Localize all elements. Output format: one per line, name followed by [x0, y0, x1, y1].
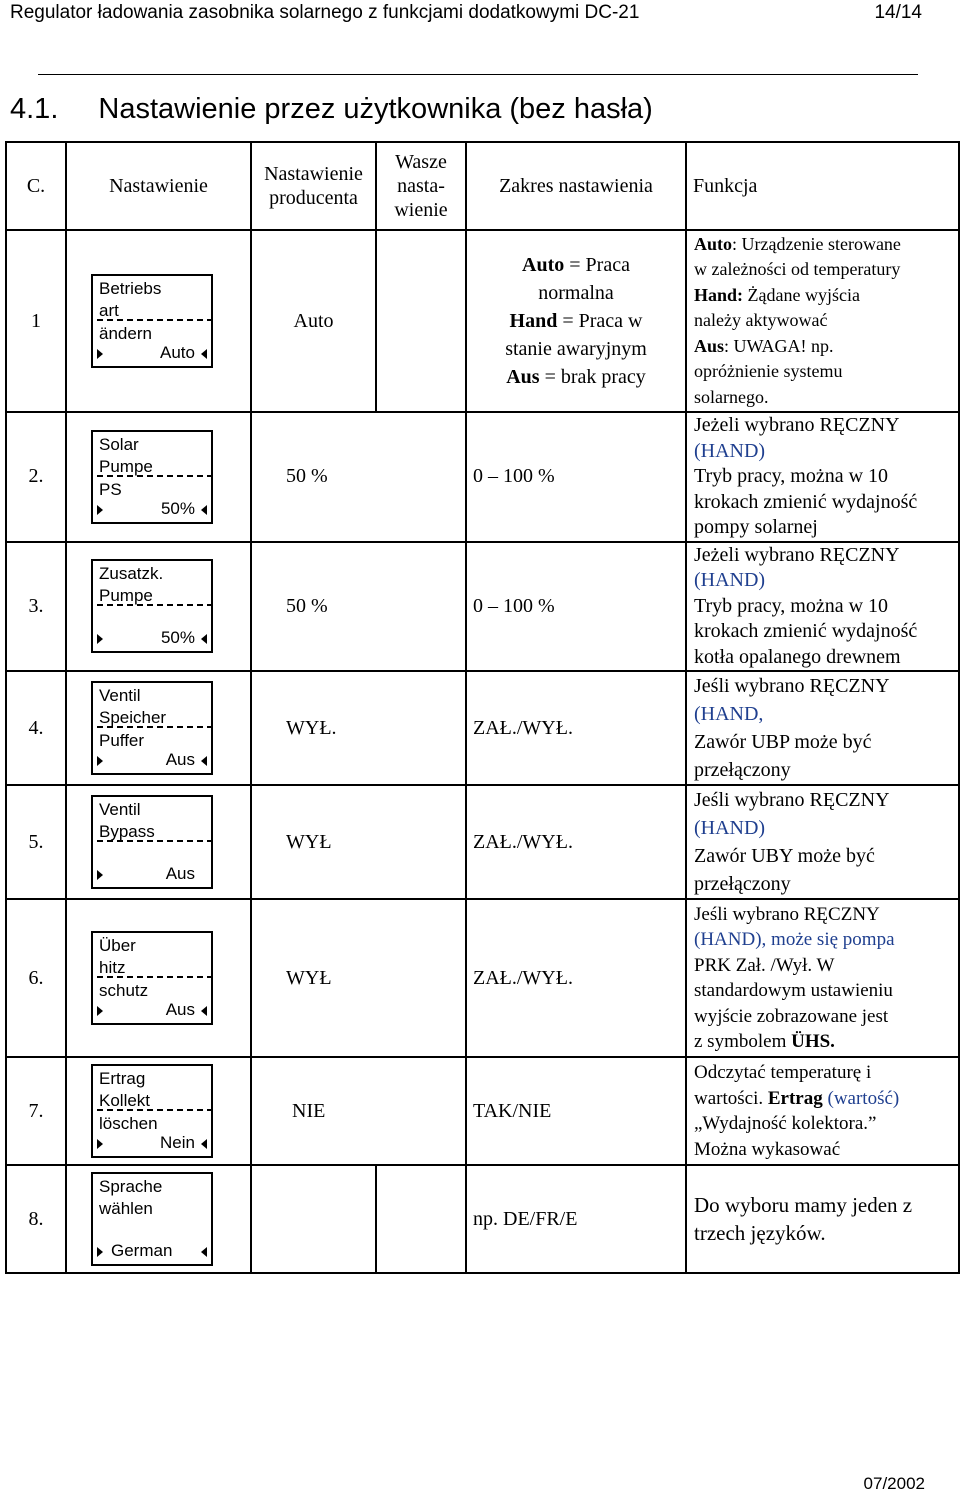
- row-number: 6.: [6, 899, 66, 1057]
- func-text: Tryb pracy, można w 10: [694, 465, 889, 487]
- footer-date: 07/2002: [863, 1474, 925, 1493]
- function-description: [686, 1165, 959, 1273]
- row-number: 3.: [6, 542, 66, 672]
- display-line: Pumpe: [99, 586, 153, 606]
- func-text: Jeśli wybrano RĘCZNY: [694, 675, 890, 697]
- table-row: [6, 1165, 959, 1273]
- func-text: Odczytać temperaturę i: [694, 1062, 872, 1083]
- page-number: 14/14: [874, 2, 922, 23]
- arrow-left-icon: [201, 756, 207, 766]
- func-text: wyjście zobrazowane jest: [694, 1005, 889, 1027]
- lcd-display: [91, 1064, 213, 1158]
- range-value: np. DE/FR/E: [466, 1165, 686, 1273]
- display-line: PS: [99, 479, 122, 499]
- range-term: Aus: [506, 366, 540, 388]
- display-value: Aus: [165, 864, 195, 883]
- func-text: Można wykasować: [694, 1138, 841, 1160]
- func-text: Zawór UBY może być: [694, 845, 875, 867]
- header-factory-setting: [251, 142, 376, 230]
- display-cell: [66, 1165, 251, 1273]
- func-text: standardowym ustawieniu: [694, 980, 893, 1001]
- func-text: (HAND): [694, 569, 766, 591]
- range-value: ZAŁ./WYŁ.: [466, 785, 686, 899]
- display-cell: [66, 671, 251, 785]
- display-divider: [97, 319, 213, 321]
- display-value: Aus: [165, 750, 195, 769]
- factory-value: WYŁ: [251, 785, 466, 899]
- range-term: Hand: [509, 310, 558, 332]
- display-cell: [66, 412, 251, 542]
- display-divider: [97, 726, 213, 728]
- row-number: 7.: [6, 1057, 66, 1165]
- function-description: [686, 1057, 959, 1165]
- display-line: löschen: [99, 1114, 158, 1133]
- row-number: 4.: [6, 671, 66, 785]
- lcd-display: [91, 559, 213, 653]
- func-text: w zależności od temperatury: [694, 259, 901, 280]
- func-term: Auto: [694, 233, 733, 254]
- func-text: (HAND): [694, 817, 766, 839]
- display-line: Ventil: [99, 686, 141, 705]
- range-text: normalna: [538, 282, 614, 304]
- display-line: Ertrag: [99, 1069, 146, 1088]
- lcd-display: [91, 681, 213, 775]
- arrow-right-icon: [97, 756, 103, 766]
- range-value: ZAŁ./WYŁ.: [466, 899, 686, 1057]
- func-term: Hand:: [694, 284, 744, 305]
- display-value: 50%: [160, 628, 195, 648]
- section-title: Nastawienie przez użytkownika (bez hasła): [98, 93, 653, 125]
- display-line: Betriebs: [99, 279, 162, 298]
- arrow-left-icon: [201, 634, 207, 644]
- your-value: [376, 230, 466, 412]
- lcd-display: [91, 1172, 213, 1266]
- display-value: German: [111, 1241, 173, 1260]
- header-rule: [38, 74, 918, 75]
- header-setting: Nastawienie: [66, 142, 251, 230]
- display-value: Aus: [165, 1000, 195, 1019]
- func-text: : Urządzenie sterowane: [732, 233, 901, 254]
- func-text: : UWAGA! np.: [724, 335, 834, 356]
- func-text: Jeśli wybrano RĘCZNY: [694, 789, 890, 811]
- func-text: (HAND), może się pompa: [694, 929, 895, 950]
- range-text: = Praca: [564, 254, 630, 276]
- display-line: hitz: [99, 958, 126, 977]
- arrow-right-icon: [97, 1006, 103, 1016]
- lcd-display: [91, 931, 213, 1025]
- display-line: Solar: [99, 434, 139, 454]
- factory-value: Auto: [251, 230, 376, 412]
- header-factory-line-2: producenta: [269, 187, 358, 209]
- func-text: Zawór UBP może być: [694, 731, 872, 753]
- header-yours-line-2: nasta-: [397, 175, 445, 197]
- display-divider: [97, 604, 213, 606]
- display-line: Über: [99, 936, 136, 955]
- display-line: Zusatzk.: [99, 564, 164, 584]
- row-number: 8.: [6, 1165, 66, 1273]
- function-description: [686, 671, 959, 785]
- header-your-setting: [376, 142, 466, 230]
- arrow-left-icon: [201, 1247, 207, 1257]
- func-text: należy aktywować: [694, 310, 828, 331]
- arrow-right-icon: [97, 870, 103, 880]
- header-range: Zakres nastawienia: [466, 142, 686, 230]
- display-cell: [66, 899, 251, 1057]
- document-header-title: Regulator ładowania zasobnika solarnego z funkcjami dodatkowymi DC-21: [10, 2, 640, 23]
- header-yours-line-1: Wasze: [395, 151, 447, 173]
- factory-value: WYŁ.: [251, 671, 466, 785]
- display-line: Pumpe: [99, 456, 153, 476]
- display-line: Puffer: [99, 731, 145, 750]
- table-row: [6, 1057, 959, 1165]
- display-line: wählen: [99, 1199, 153, 1218]
- func-text: krokach zmienić wydajność: [694, 620, 918, 642]
- row-number: 1: [6, 230, 66, 412]
- row-number: 5.: [6, 785, 66, 899]
- header-number: C.: [6, 142, 66, 230]
- table-row: [6, 230, 959, 412]
- range-value: TAK/NIE: [466, 1057, 686, 1165]
- display-value: Nein: [160, 1133, 195, 1152]
- func-text: przełączony: [694, 873, 791, 895]
- arrow-right-icon: [97, 634, 103, 644]
- func-text: Do wyboru mamy jeden z: [694, 1193, 913, 1217]
- arrow-left-icon: [201, 505, 207, 515]
- arrow-left-icon: [201, 349, 207, 359]
- display-cell: [66, 230, 251, 412]
- factory-value: 50 %: [251, 412, 466, 542]
- factory-value: [251, 1165, 376, 1273]
- lcd-display: [91, 274, 213, 368]
- display-divider: [97, 976, 213, 978]
- header-factory-line-1: Nastawienie: [264, 163, 363, 185]
- display-line: ändern: [99, 324, 152, 343]
- func-text: (HAND): [694, 439, 766, 462]
- table-row: [6, 899, 959, 1057]
- func-text: (HAND,: [694, 703, 764, 725]
- display-divider: [97, 475, 213, 477]
- func-text: Jeżeli wybrano RĘCZNY: [694, 414, 900, 436]
- func-text: wartości.: [694, 1087, 768, 1109]
- range-text: = Praca w: [557, 310, 643, 332]
- range-value: ZAŁ./WYŁ.: [466, 671, 686, 785]
- display-cell: [66, 542, 251, 672]
- section-heading: [10, 93, 653, 126]
- func-text: krokach zmienić wydajność: [694, 490, 918, 513]
- func-text: Tryb pracy, można w 10: [694, 594, 889, 617]
- func-text: przełączony: [694, 759, 791, 781]
- factory-value: NIE: [251, 1057, 466, 1165]
- func-term: ÜHS.: [791, 1031, 835, 1052]
- factory-value: WYŁ: [251, 899, 466, 1057]
- function-description: [686, 785, 959, 899]
- header-yours-line-3: wienie: [394, 199, 448, 221]
- lcd-display: [91, 795, 213, 889]
- func-text: „Wydajność kolektora.”: [694, 1113, 877, 1134]
- range-value: [466, 230, 686, 412]
- func-text: solarnego.: [694, 386, 769, 407]
- display-value: 50%: [160, 498, 195, 518]
- func-text: kotła opalanego drewnem: [694, 645, 901, 668]
- display-line: Bypass: [99, 822, 155, 841]
- function-description: [686, 899, 959, 1057]
- func-text: PRK Zał. /Wył. W: [694, 954, 835, 976]
- func-text: opróżnienie systemu: [694, 361, 843, 382]
- table-row: [6, 785, 959, 899]
- func-text: z symbolem: [694, 1031, 792, 1052]
- header-function: Funkcja: [686, 142, 959, 230]
- arrow-left-icon: [201, 1006, 207, 1016]
- table-row: [6, 542, 959, 672]
- func-text: Jeżeli wybrano RĘCZNY: [694, 543, 900, 566]
- display-line: Speicher: [99, 708, 167, 727]
- func-text: trzech języków.: [694, 1221, 826, 1245]
- func-text: (wartość): [822, 1087, 900, 1109]
- display-line: art: [99, 301, 119, 320]
- range-text: = brak pracy: [539, 366, 646, 388]
- arrow-left-icon: [201, 1139, 207, 1149]
- arrow-right-icon: [97, 1139, 103, 1149]
- range-text: stanie awaryjnym: [505, 338, 647, 360]
- row-number: 2.: [6, 412, 66, 542]
- table-row: [6, 671, 959, 785]
- func-text: pompy solarnej: [694, 516, 818, 538]
- display-divider: [97, 840, 213, 842]
- func-text: Żądane wyjścia: [743, 284, 860, 305]
- range-value: 0 – 100 %: [466, 542, 686, 672]
- display-cell: [66, 785, 251, 899]
- function-description: [686, 412, 959, 542]
- display-line: Sprache: [99, 1177, 163, 1196]
- factory-value: 50 %: [251, 542, 466, 672]
- lcd-display: [91, 430, 213, 524]
- settings-table: [5, 141, 960, 1274]
- display-line: Kollekt: [99, 1091, 151, 1110]
- func-text: Jeśli wybrano RĘCZNY: [694, 903, 880, 925]
- table-header-row: [6, 142, 959, 230]
- your-value: [376, 1165, 466, 1273]
- section-number: 4.1.: [10, 93, 59, 125]
- arrow-right-icon: [97, 505, 103, 515]
- func-term: Ertrag: [767, 1087, 823, 1109]
- arrow-right-icon: [97, 349, 103, 359]
- table-row: [6, 412, 959, 542]
- display-line: schutz: [99, 981, 149, 1000]
- display-cell: [66, 1057, 251, 1165]
- range-term: Auto: [522, 254, 565, 276]
- display-divider: [97, 1109, 213, 1111]
- function-description: [686, 542, 959, 672]
- func-term: Aus: [694, 335, 725, 356]
- display-line: Ventil: [99, 800, 141, 819]
- range-value: 0 – 100 %: [466, 412, 686, 542]
- arrow-right-icon: [97, 1247, 103, 1257]
- display-value: Auto: [160, 343, 195, 362]
- function-description: [686, 230, 959, 412]
